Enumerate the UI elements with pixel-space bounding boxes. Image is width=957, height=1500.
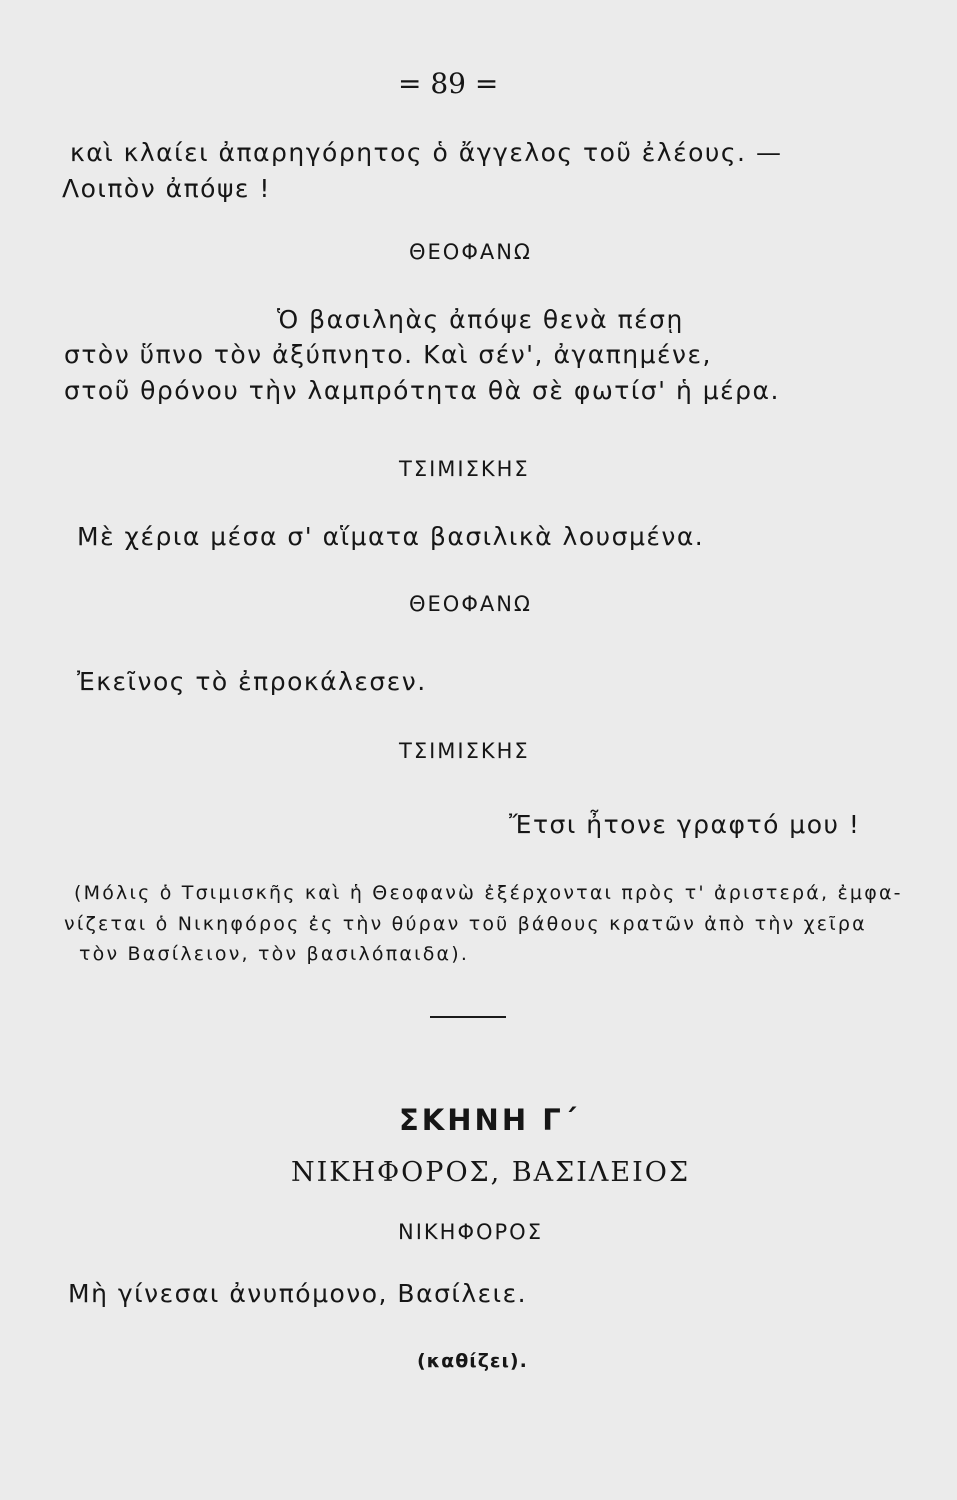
scene-cast: ΝΙΚΗΦΟΡΟΣ, ΒΑΣΙΛΕΙΟΣ xyxy=(291,1157,691,1188)
verse-line: Ὁ βασιληὰς ἀπόψε θενὰ πέσῃ xyxy=(277,305,684,334)
speaker-name: ΘΕΟΦΑΝΩ xyxy=(409,592,532,616)
speaker-name: ΘΕΟΦΑΝΩ xyxy=(409,240,532,264)
section-divider xyxy=(430,1016,506,1018)
scene-title: ΣΚΗΝΗ Γ΄ xyxy=(399,1103,580,1137)
verse-line: Μὲ χέρια μέσα σ' αἵματα βασιλικὰ λουσμένα. xyxy=(77,522,705,551)
page-number: = 89 = xyxy=(398,67,499,100)
verse-line: στὸν ὕπνο τὸν ἀξύπνητο. Καὶ σέν', ἀγαπημένε, xyxy=(64,340,712,369)
stage-direction-line: (Μόλις ὁ Τσιμισκῆς καὶ ἡ Θεοφανὼ ἐξέρχονται πρὸς τ' ἀριστερά, ἐμφα- xyxy=(74,882,903,904)
verse-line: Λοιπὸν ἀπόψε ! xyxy=(62,174,271,203)
verse-line: καὶ κλαίει ἀπαρηγόρητος ὁ ἄγγελος τοῦ ἐλέους. — xyxy=(70,138,783,167)
stage-direction-line: (καθίζει). xyxy=(417,1350,528,1372)
speaker-name: ΝΙΚΗΦΟΡΟΣ xyxy=(398,1220,543,1244)
verse-line: Μὴ γίνεσαι ἀνυπόμονο, Βασίλειε. xyxy=(68,1279,528,1308)
verse-line: στοῦ θρόνου τὴν λαμπρότητα θὰ σὲ φωτίσ' ἡ μέρα. xyxy=(64,376,780,405)
stage-direction-line: νίζεται ὁ Νικηφόρος ἐς τὴν θύραν τοῦ βάθους κρατῶν ἀπὸ τὴν χεῖρα xyxy=(64,913,867,935)
speaker-name: ΤΣΙΜΙΣΚΗΣ xyxy=(399,457,530,481)
speaker-name: ΤΣΙΜΙΣΚΗΣ xyxy=(399,739,530,763)
verse-line: Ἔτσι ἦτονε γραφτό μου ! xyxy=(509,810,861,839)
stage-direction-line: τὸν Βασίλειον, τὸν βασιλόπαιδα). xyxy=(79,943,470,965)
verse-line: Ἐκεῖνος τὸ ἐπροκάλεσεν. xyxy=(77,667,427,696)
